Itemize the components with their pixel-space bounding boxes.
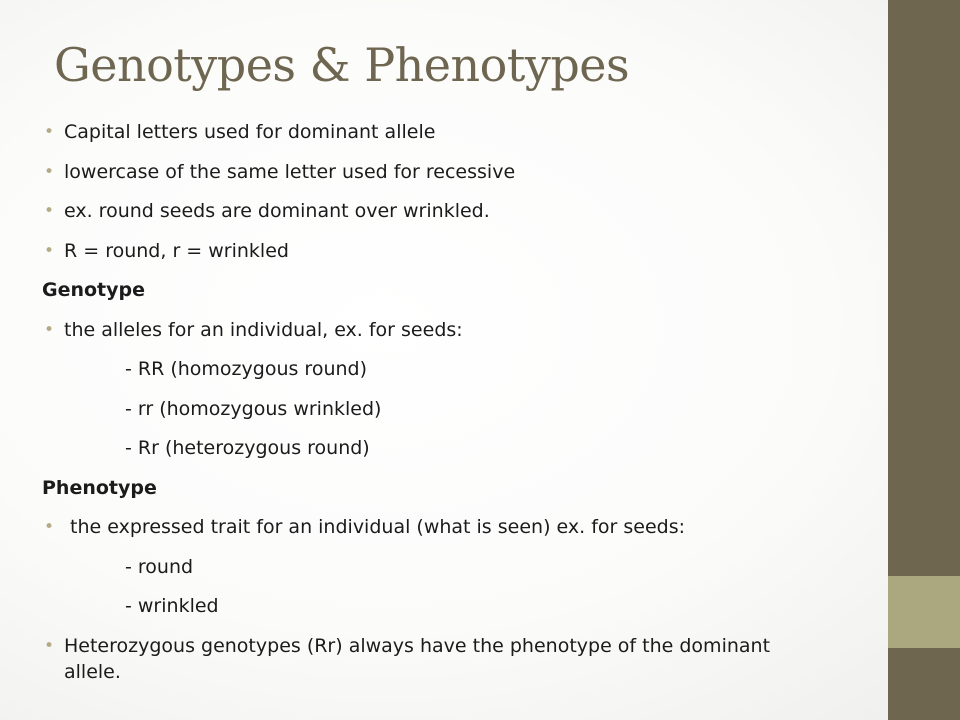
bullet-item (42, 508, 872, 548)
section-heading-phenotype: Phenotype (42, 476, 157, 499)
side-decoration-accent (888, 576, 960, 648)
bullet-icon: • (44, 319, 55, 340)
bullet-text: ex. round seeds are dominant over wrinkled. (64, 200, 490, 222)
section-heading-genotype: Genotype (42, 279, 146, 301)
bullet-text: the expressed trait for an individual (what is seen) ex. for seeds: (64, 516, 685, 538)
indented-item: - RR (homozygous round) (125, 358, 368, 380)
indented-item: - Rr (heterozygous round) (125, 437, 370, 459)
indented-item: - wrinkled (125, 595, 219, 617)
bullet-text: Capital letters used for dominant allele (64, 121, 436, 143)
bullet-item (42, 633, 804, 685)
bullet-item (42, 113, 872, 153)
bullet-icon: • (44, 240, 55, 261)
bullet-item (42, 232, 872, 272)
bullet-text: R = round, r = wrinkled (64, 239, 289, 262)
bullet-item (42, 153, 872, 193)
indented-item: - round (125, 555, 194, 578)
bullet-icon: • (44, 201, 55, 221)
slide-body (42, 113, 872, 685)
bullet-item (42, 192, 872, 232)
bullet-icon: • (44, 161, 55, 182)
bullet-text: lowercase of the same letter used for recessive (64, 160, 516, 183)
bullet-icon: • (44, 517, 55, 537)
bullet-icon: • (44, 122, 55, 142)
bullet-item (42, 311, 872, 351)
bullet-icon: • (44, 635, 55, 656)
bullet-text: the alleles for an individual, ex. for seeds: (64, 318, 463, 341)
slide-title: Genotypes & Phenotypes (54, 38, 630, 92)
indented-item: - rr (homozygous wrinkled) (125, 397, 382, 420)
bullet-text: Heterozygous genotypes (Rr) always have the phenotype of the dominant allele. (64, 634, 771, 683)
